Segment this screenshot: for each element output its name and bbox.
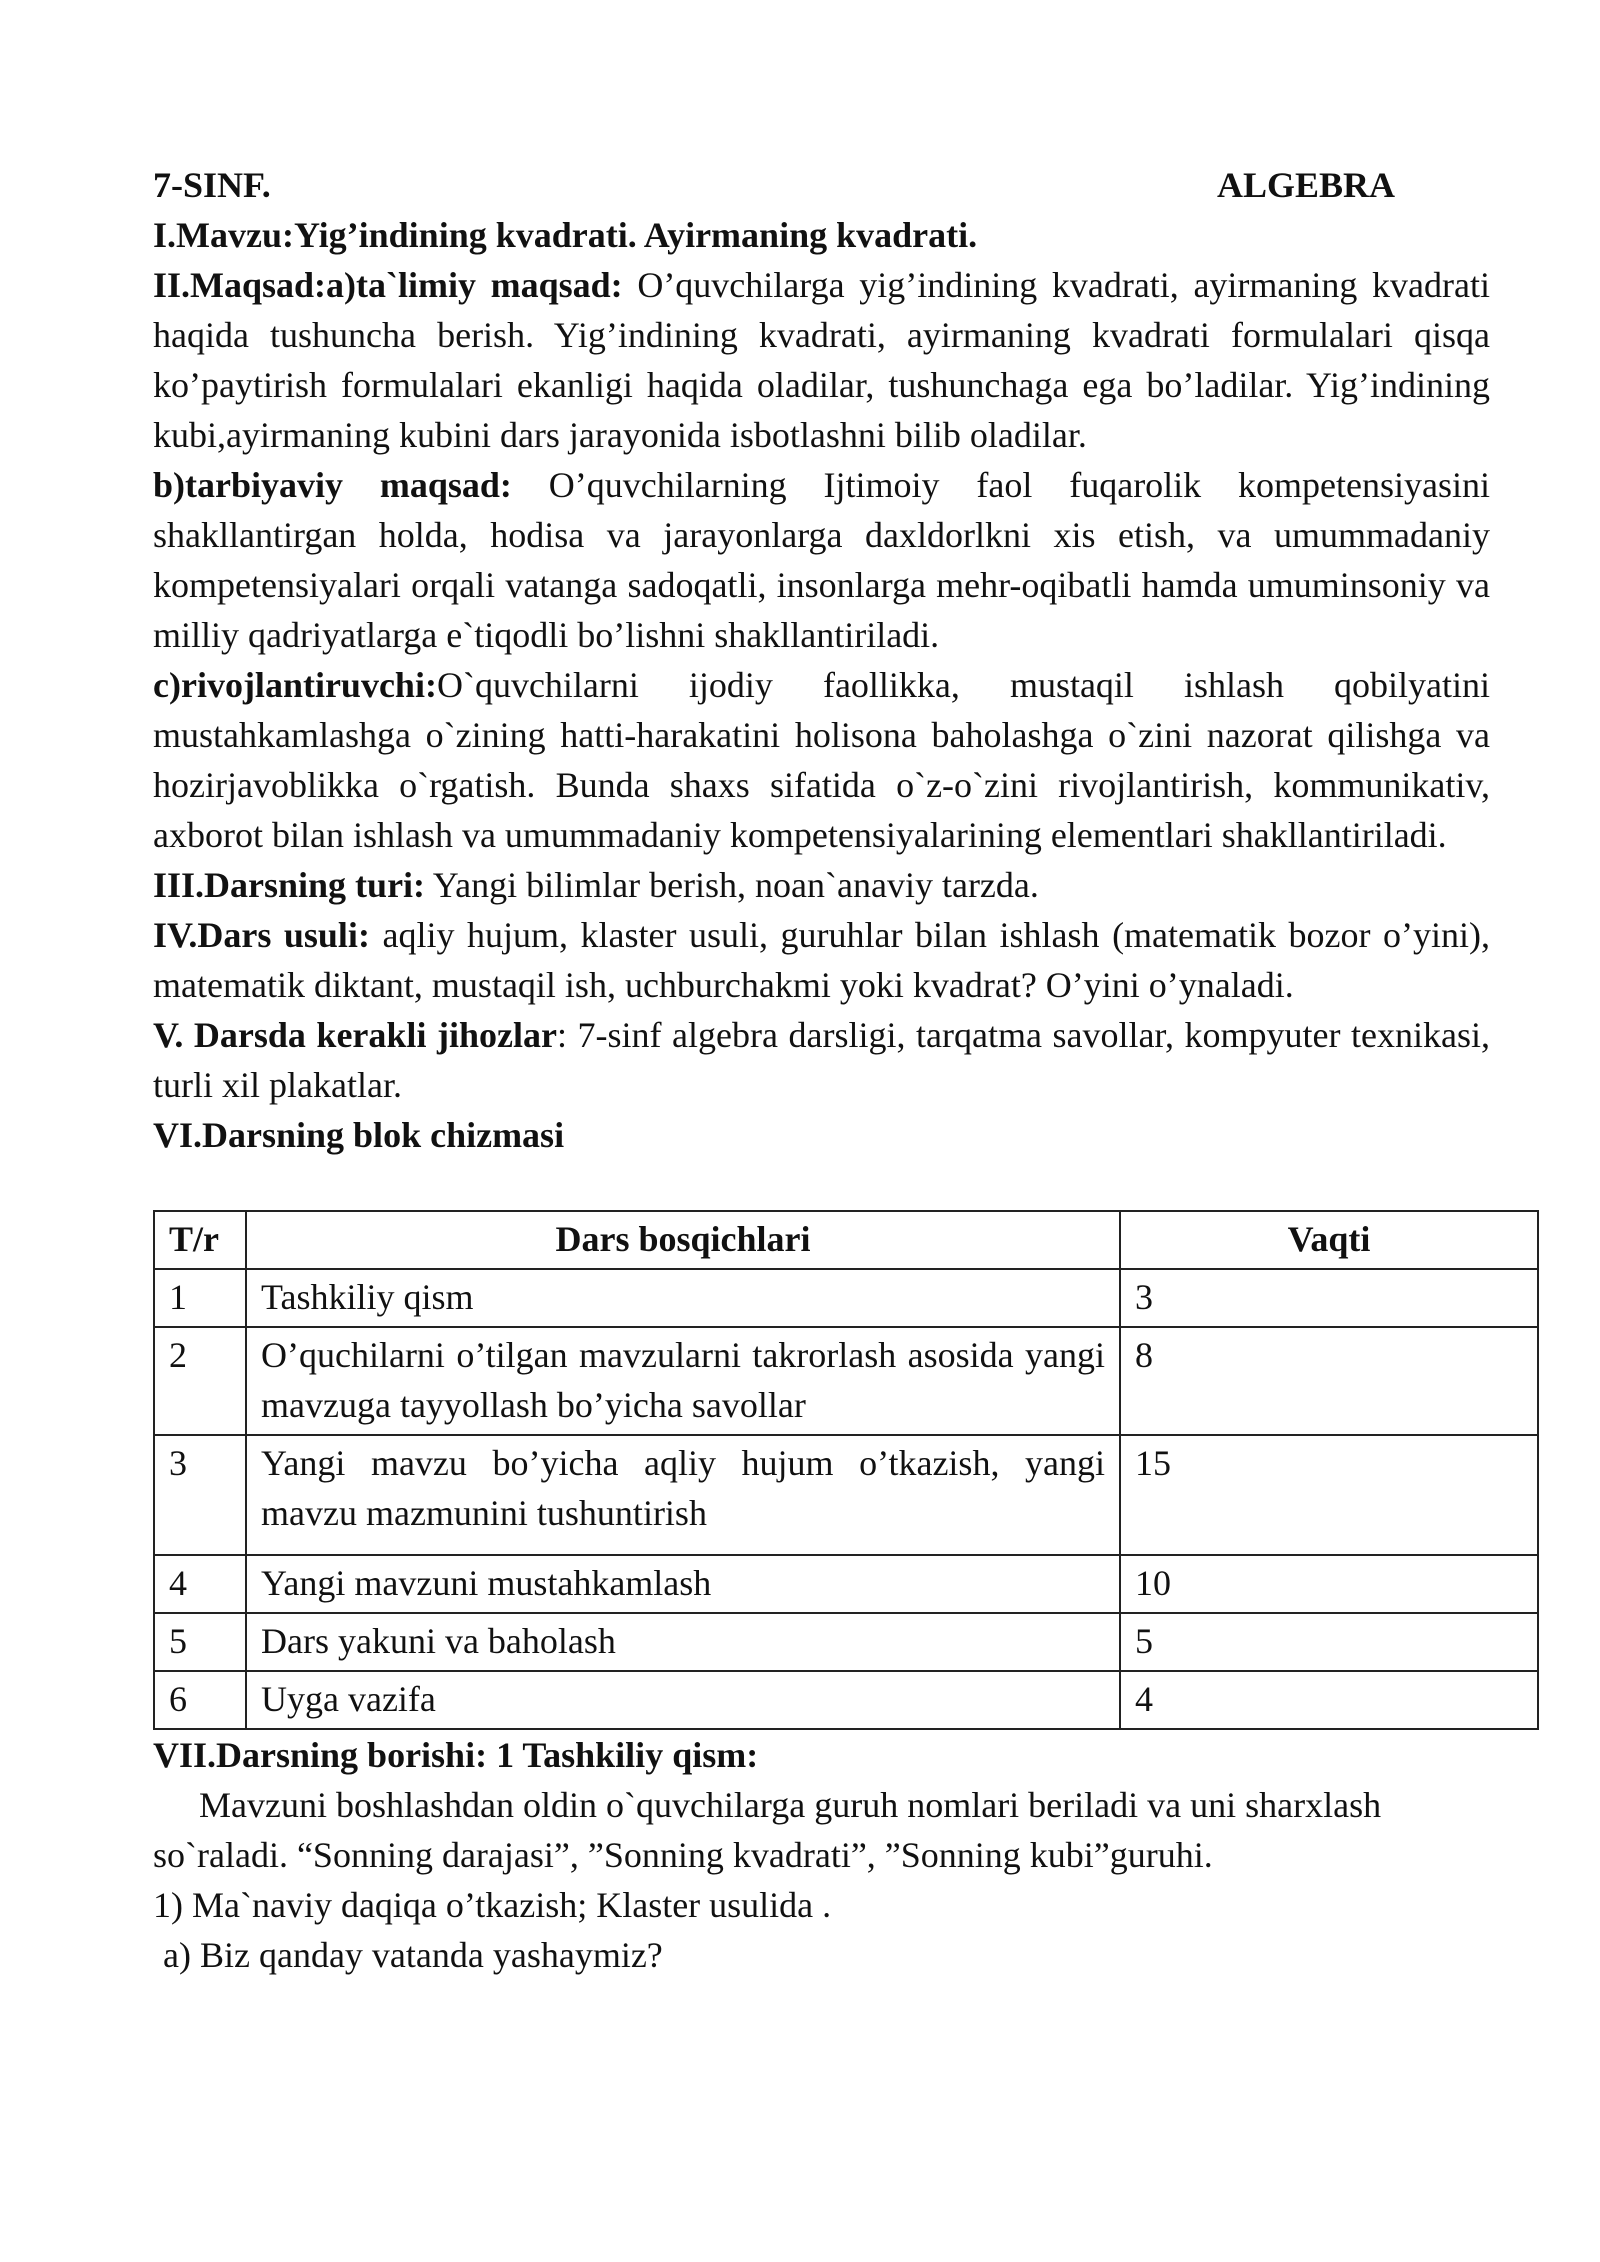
table-row: [154, 1613, 1538, 1671]
row-number: 6: [154, 1671, 246, 1729]
block-diagram-heading: VI.Darsning blok chizmasi: [153, 1115, 565, 1155]
lesson-equipment: [153, 1010, 1490, 1110]
developmental-goal-label: c)rivojlantiruvchi:: [153, 665, 437, 705]
row-number: 2: [154, 1327, 246, 1435]
lesson-type-text: Yangi bilimlar berish, noan`anaviy tarzda.: [425, 865, 1039, 905]
row-time: 4: [1120, 1671, 1538, 1729]
row-stage: O’quchilarni o’tilgan mavzularni takrorlash asosida yangi mavzuga tayyollash bo’yicha savollar: [246, 1327, 1120, 1435]
educational-goal: [153, 260, 1490, 460]
row-stage: Yangi mavzuni mustahkamlash: [246, 1555, 1120, 1613]
upbringing-goal-label: b)tarbiyaviy maqsad:: [153, 465, 512, 505]
row-number: 4: [154, 1555, 246, 1613]
lesson-method: [153, 910, 1490, 1010]
column-header-time: Vaqti: [1120, 1211, 1538, 1269]
lesson-type-label: III.Darsning turi:: [153, 865, 426, 905]
row-time: 3: [1120, 1269, 1538, 1327]
column-header-stage: Dars bosqichlari: [246, 1211, 1120, 1269]
upbringing-goal: [153, 460, 1490, 660]
table-row: [154, 1269, 1538, 1327]
row-number: 3: [154, 1435, 246, 1555]
educational-goal-label: II.Maqsad:a)ta`limiy maqsad:: [153, 265, 623, 305]
subject-label: ALGEBRA: [1216, 165, 1395, 205]
table-row: [154, 1327, 1538, 1435]
lesson-progress-text: Mavzuni boshlashdan oldin o`quvchilarga guruh nomlari beriladi va uni sharxlash so`raladi. “Sonning darajasi”, ”Sonning kvadrati”, ”Sonning kubi”guruhi.: [153, 1785, 1382, 1875]
row-number: 1: [154, 1269, 246, 1327]
spiritual-minute: 1) Ma`naviy daqiqa o’tkazish; Klaster usulida .: [153, 1885, 832, 1925]
row-stage: Uyga vazifa: [246, 1671, 1120, 1729]
table-header-row: [154, 1211, 1538, 1269]
upbringing-goal-text: O’quvchilarning Ijtimoiy faol fuqarolik kompetensiyasini shakllantirgan holda, hodisa va jarayonlarga daxldorlkni xis etish, va umummadaniy kompetensiyalari orqali vatanga sadoqatli, insonlarga mehr-oqibatli hamda umuminsoniy va milliy qadriyatlarga e`tiqodli bo’lishni shakllantiriladi.: [153, 465, 1491, 655]
lesson-method-text: aqliy hujum, klaster usuli, guruhlar bilan ishlash (matematik bozor o’yini), matematik diktant, mustaqil ish, uchburchakmi yoki kvadrat? O’yini o’ynaladi.: [153, 915, 1491, 1005]
lesson-type: [153, 860, 1490, 910]
row-number: 5: [154, 1613, 246, 1671]
row-time: 8: [1120, 1327, 1538, 1435]
developmental-goal: [153, 660, 1490, 860]
question-a: a) Biz qanday vatanda yashaymiz?: [163, 1935, 663, 1975]
lesson-method-label: IV.Dars usuli:: [153, 915, 370, 955]
table-row: [154, 1555, 1538, 1613]
row-time: 15: [1120, 1435, 1538, 1555]
row-stage: Yangi mavzu bo’yicha aqliy hujum o’tkazish, yangi mavzu mazmunini tushuntirish: [246, 1435, 1120, 1555]
topic-heading: I.Mavzu:Yig’indining kvadrati. Ayirmaning kvadrati.: [153, 215, 978, 255]
table-row: [154, 1435, 1538, 1555]
row-stage: Dars yakuni va baholash: [246, 1613, 1120, 1671]
lesson-equipment-text: : 7-sinf algebra darsligi, tarqatma savollar, kompyuter texnikasi, turli xil plakatlar.: [153, 1015, 1490, 1105]
developmental-goal-text: O`quvchilarni ijodiy faollikka, mustaqil ishlash qobilyatini mustahkamlashga o`zining hatti-harakatini holisona baholashga o`zini nazorat qilishga va hozirjavoblikka o`rgatish. Bunda shaxs sifatida o`z-o`zini rivojlantirish, kommunikativ, axborot bilan ishlash va umummadaniy kompetensiyalarining elementlari shakllantiriladi.: [153, 665, 1490, 855]
lesson-equipment-label: V. Darsda kerakli jihozlar: [153, 1015, 557, 1055]
lesson-stages-table: [153, 1210, 1539, 1730]
column-header-number: T/r: [154, 1211, 246, 1269]
row-time: 10: [1120, 1555, 1538, 1613]
row-stage: Tashkiliy qism: [246, 1269, 1120, 1327]
document-page: [153, 160, 1490, 1980]
document-header: [153, 160, 1490, 210]
grade-label: 7-SINF.: [153, 165, 271, 205]
row-time: 5: [1120, 1613, 1538, 1671]
educational-goal-text: O’quvchilarga yig’indining kvadrati, ayirmaning kvadrati haqida tushuncha berish. Yig’indining kvadrati, ayirmaning kvadrati formulalari qisqa ko’paytirish formulalari ekanligi haqida oladilar, tushunchaga ega bo’ladilar. Yig’indining kubi,ayirmaning kubini dars jarayonida isbotlashni bilib oladilar.: [153, 265, 1490, 455]
lesson-progress-heading: VII.Darsning borishi: 1 Tashkiliy qism:: [153, 1735, 759, 1775]
table-row: [154, 1671, 1538, 1729]
